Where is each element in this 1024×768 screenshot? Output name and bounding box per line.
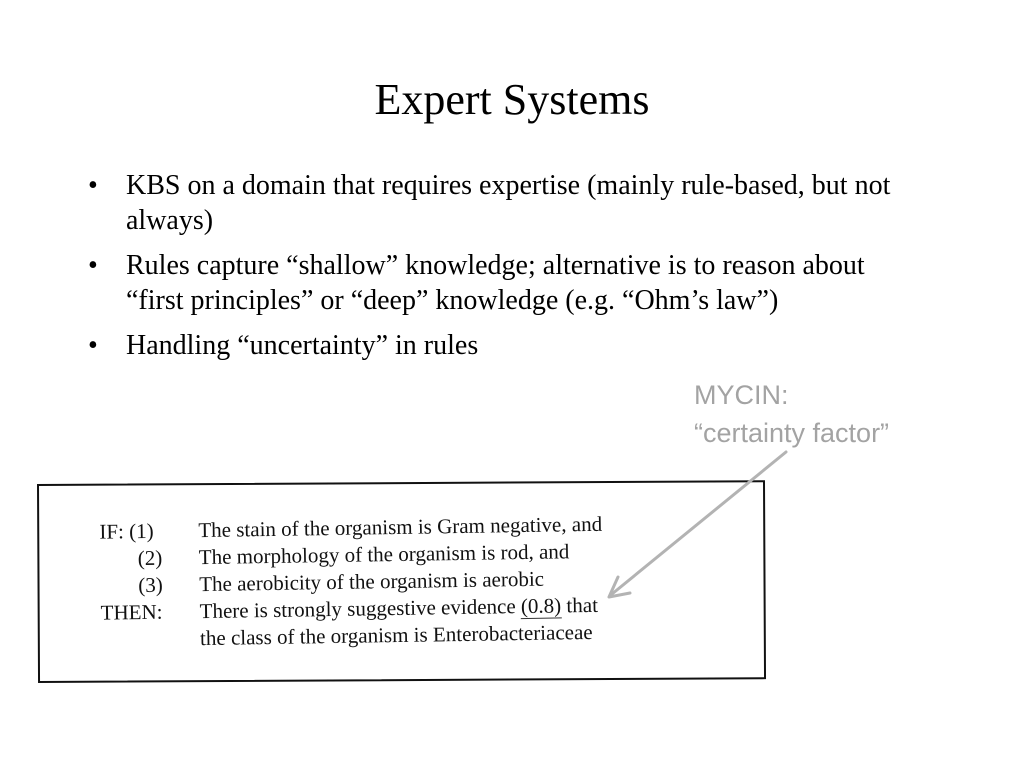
conclusion-text-after: that: [560, 592, 599, 618]
bullet-text: Handling “uncertainty” in rules: [126, 330, 479, 361]
certainty-factor-value: (0.8): [520, 593, 562, 619]
rule-label: [101, 625, 200, 654]
annotation-line-2: “certainty factor”: [694, 418, 890, 448]
conclusion-text-before: There is strongly suggestive evidence: [199, 594, 522, 624]
bullet-list: [88, 168, 918, 373]
bullet-item: [88, 328, 918, 363]
rule-label: (3): [138, 572, 163, 598]
bullet-marker: •: [88, 250, 98, 281]
rule-label: IF: (1): [99, 518, 154, 544]
rule-label: (2): [137, 545, 163, 571]
bullet-text: Rules capture “shallow” knowledge; alternative is to reason about “first principles” or “deep” knowledge (e.g. “Ohm’s law”): [126, 250, 865, 316]
slide-title: Expert Systems: [374, 75, 650, 124]
bullet-item: [88, 168, 918, 238]
annotation-line-1: MYCIN:: [694, 380, 789, 410]
rule-text: [99, 511, 604, 654]
bullet-marker: •: [88, 330, 98, 361]
rule-conclusion: the class of the organism is Enterobacteriaceae: [199, 619, 593, 651]
bullet-item: [88, 248, 918, 318]
bullet-text: KBS on a domain that requires expertise (mainly rule-based, but not always): [126, 170, 891, 236]
mycin-annotation: [694, 376, 889, 452]
rule-condition: The morphology of the organism is rod, and: [198, 539, 570, 570]
rule-condition: The stain of the organism is Gram negative, and: [198, 511, 603, 543]
rule-label: THEN:: [100, 599, 163, 625]
mycin-rule-box: [37, 480, 766, 683]
bullet-marker: •: [88, 170, 98, 201]
rule-condition: The aerobicity of the organism is aerobic: [199, 566, 545, 597]
